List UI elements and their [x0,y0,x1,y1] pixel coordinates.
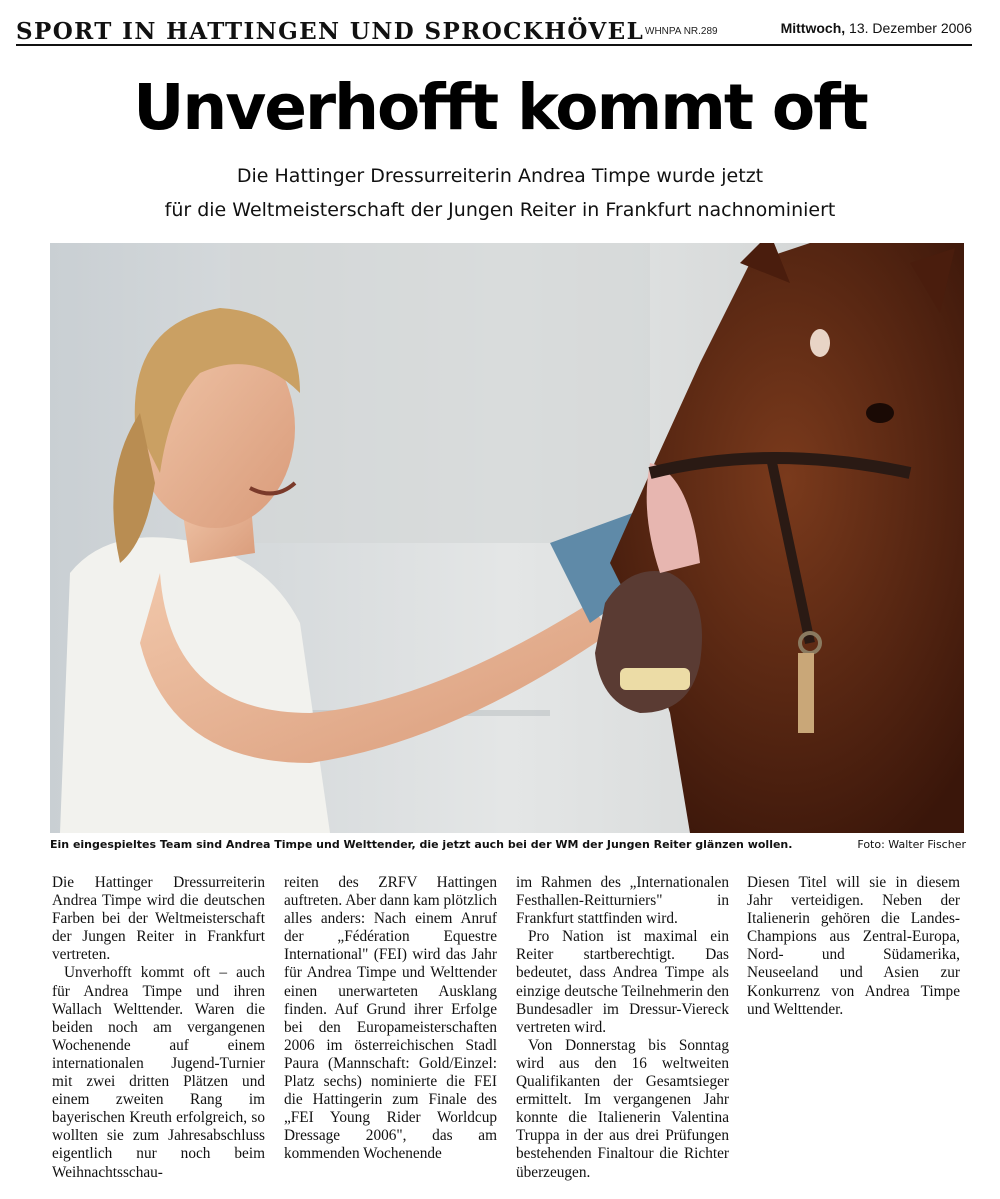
article-paragraph: reiten des ZRFV Hattingen auftreten. Aber dann kam plötzlich alles anders: Nach einem Anruf der „Fédération Equestre International" (FEI) wird das Jahr für Andrea Timpe und Welttender einen unerwarteten Ausklang finden. Auf Grund ihrer Erfolge bei den Europameisterschaften 2006 im österreichischen Stadl Paura (Mannschaft: Gold/Einzel: Platz sechs) nominierte die FEI die Hattingerin zum Finale des „FEI Young Rider Worldcup Dressage 2006", das am kommenden Wochenende [284,874,497,1163]
photo-credit: Foto: Walter Fischer [857,838,966,851]
subheadline-line-2: für die Weltmeisterschaft der Jungen Reiter in Frankfurt nachnominiert [164,199,836,221]
article-paragraph: Diesen Titel will sie in diesem Jahr verteidigen. Neben der Italienerin gehören die Landes-Champions aus Zentral-Europa, Nord- und Südamerika, Neuseeland und Asien zur Konkurrenz von Andrea Timpe und Welttender. [747,874,960,1018]
masthead [16,8,972,46]
article-paragraph: Die Hattinger Dressurreiterin Andrea Timpe wird die deutschen Farben bei der Weltmeisterschaft der Jungen Reiter in Frankfurt vertreten. [52,874,265,964]
photo-caption: Ein eingespieltes Team sind Andrea Timpe und Welttender, die jetzt auch bei der WM der Jungen Reiter glänzen wollen. [50,838,793,851]
article-paragraph: Von Donnerstag bis Sonntag wird aus den 16 weltweiten Qualifikanten der Gesamtsieger ermittelt. Im vergangenen Jahr konnte die Italienerin Valentina Truppa in der aus drei Prüfungen bestehenden Finaltour die Richter überzeugen. [516,1036,729,1181]
issue-date [781,20,972,36]
article-column-4 [747,874,960,1019]
article-column-2 [284,874,497,1164]
photo [50,243,964,833]
article-paragraph: Pro Nation ist maximal ein Reiter startberechtigt. Das bedeutet, dass Andrea Timpe als einzige deutsche Teilnehmerin den Bundesadler im Dressur-Viereck vertreten wird. [516,928,729,1036]
subheadline-line-1: Die Hattinger Dressurreiterin Andrea Timpe wurde jetzt [236,165,764,187]
issue-weekday: Mittwoch, [780,20,846,36]
section-title: SPORT IN HATTINGEN UND SPROCKHÖVEL [16,18,645,45]
article-column-3 [516,874,729,1182]
article-paragraph: Unverhofft kommt oft – auch für Andrea Timpe und ihren Wallach Welttender. Waren die beiden noch am vergangenen Wochenende auf einem internationalen Jugend-Turnier mit zwei dritten Plätzen und einem zweiten Rang im bayerischen Kreuth erfolgreich, so wollten sie zum Jahresabschluss eigentlich nur noch beim Weihnachtsschau- [52,964,265,1181]
headline: Unverhofft kommt oft [133,71,867,144]
paper-code: WHNPA NR.289 [645,26,718,37]
article-column-1 [52,874,265,1182]
issue-day: 13. Dezember 2006 [845,20,972,36]
article-paragraph: im Rahmen des „Internationalen Festhallen-Reitturniers" in Frankfurt stattfinden wird. [516,874,729,928]
photo-illustration [50,243,964,833]
